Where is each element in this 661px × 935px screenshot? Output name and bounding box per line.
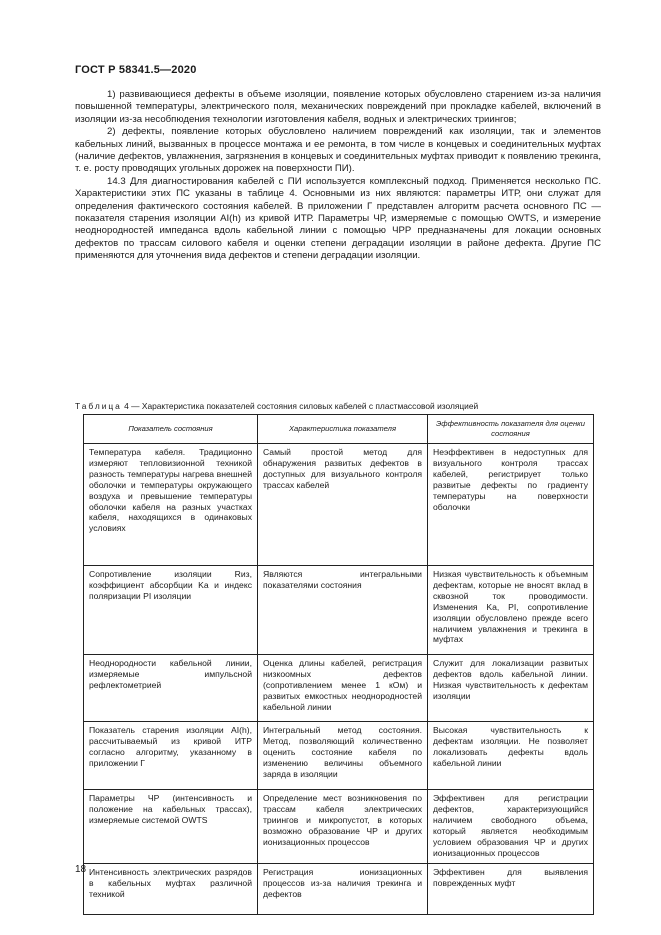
table-cell: Регистрация ионизационных процессов из-за наличия трекинга и дефектов bbox=[258, 864, 428, 915]
table-cell: Неоднородности кабельной линии, измеряемые импульсной рефлектометрией bbox=[84, 655, 258, 722]
table-caption-label: Таблица bbox=[75, 401, 122, 411]
column-header-characteristic: Характеристика показателя bbox=[258, 415, 428, 444]
table-cell: Температура кабеля. Традиционно измеряют тепловизионной техникой разность температуры нагрева внешней оболочки и температуры окружающего воздуха и превышение температуры оболочки кабеля на разных участках кабеля, находящихся в одинаковых условиях bbox=[84, 444, 258, 566]
paragraph-2: 2) дефекты, появление которых обусловлено наличием повреждений как изоляции, так и элементов кабельных линий, вызванных в процессе монтажа и ее ремонта, в том числе в концевых и соединительных муфтах (наличие дефектов, увлажнения, загрязнения в концевых и соединительных муфтах приводит к появлению трекинга, т. е. росту проводящих угольных дорожек на поверхности ПИ). bbox=[75, 126, 601, 175]
paragraph-3: 14.3 Для диагностирования кабелей с ПИ используется комплексный подход. Применяется несколько ПС. Характеристики этих ПС указаны в таблице 4. Основными из них являются: параметры ИТР, они служат для определения фактического состояния кабелей. В приложении Г представлен алгоритм расчета основного ПС — показателя старения изоляции АI(h) из кривой ИТР. Параметры ЧР, измеряемые с помощью OWTS, и измерение неоднородностей импеданса вдоль кабельной линии с помощью ЧРР предназначены для локации основных дефектов по трассам силового кабеля и оценки степени деградации изоляции в районе дефекта. Другие ПС применяются для уточнения вида дефектов и степени деградации изоляции. bbox=[75, 175, 601, 262]
page-number: 18 bbox=[75, 864, 87, 875]
table-cell: Неэффективен в недоступных для визуального контроля трассах кабелей, регистрирует только развитые дефекты по градиенту температуры на поверхности оболочки bbox=[428, 444, 594, 566]
table-cell: Являются интегральными показателями состояния bbox=[258, 566, 428, 655]
table-cell: Оценка длины кабелей, регистрация низкоомных дефектов (сопротивлением менее 1 кОм) и развитых емкостных неоднородностей кабельной линии bbox=[258, 655, 428, 722]
table-cell: Эффективен для выявления поврежденных муфт bbox=[428, 864, 594, 915]
table-cell: Высокая чувствительность к дефектам изоляции. Не позволяет локализовать дефекты вдоль кабельной линии bbox=[428, 722, 594, 790]
table-row bbox=[84, 444, 594, 566]
column-header-indicator: Показатель состояния bbox=[84, 415, 258, 444]
table-cell: Определение мест возникновения по трассам кабеля электрических триингов и микропустот, в которых возможно образование ЧР и других ионизационных процессов bbox=[258, 790, 428, 864]
table-cell: Параметры ЧР (интенсивность и положение на кабельных трассах), измеряемые системой OWTS bbox=[84, 790, 258, 864]
table-cell: Служит для локализации развитых дефектов вдоль кабельной линии. Низкая чувствительность к дефектам изоляции bbox=[428, 655, 594, 722]
table-cell: Низкая чувствительность к объемным дефектам, которые не вносят вклад в сквозной ток проводимости. Изменения Ka, PI, сопротивление изоляции обусловлено прежде всего наличием увлажнения и трекинга в муфтах bbox=[428, 566, 594, 655]
table-cell: Самый простой метод для обнаружения развитых дефектов в доступных для визуального контроля трассах кабелей bbox=[258, 444, 428, 566]
table-cell: Интегральный метод состояния. Метод, позволяющий количественно оценить состояние кабеля по изменению величины объемного заряда в изоляции bbox=[258, 722, 428, 790]
table-row bbox=[84, 722, 594, 790]
table-header-row bbox=[84, 415, 594, 444]
column-header-effectiveness: Эффективность показателя для оценки состояния bbox=[428, 415, 594, 444]
paragraph-1: 1) развивающиеся дефекты в объеме изоляции, появление которых обусловлено старением из-за наличия повышенной температуры, электрического поля, механических повреждений при прокладке кабелей, включений в изоляции из-за несобпюдения технологии изготовления кабеля, водных и электрических триингов; bbox=[75, 89, 601, 125]
table-row bbox=[84, 864, 594, 915]
table-caption bbox=[75, 401, 615, 412]
body-text bbox=[75, 89, 601, 263]
table-row bbox=[84, 566, 594, 655]
table-cell: Сопротивление изоляции Rиз, коэффициент абсорбции Ka и индекс поляризации PI изоляции bbox=[84, 566, 258, 655]
table-cell: Интенсивность электрических разрядов в кабельных муфтах различной техникой bbox=[84, 864, 258, 915]
indicators-table bbox=[83, 414, 594, 915]
table-cell: Эффективен для регистрации дефектов, характеризующийся наличием свободного объема, который является необходимым условием образования ЧР и других ионизационных процессов bbox=[428, 790, 594, 864]
table-row bbox=[84, 655, 594, 722]
table-caption-text: 4 — Характеристика показателей состояния силовых кабелей с пластмассовой изоляцией bbox=[124, 401, 479, 411]
document-header: ГОСТ Р 58341.5—2020 bbox=[75, 64, 197, 76]
table-row bbox=[84, 790, 594, 864]
table-cell: Показатель старения изоляции АI(h), рассчитываемый из кривой ИТР согласно алгоритму, указанному в приложении Г bbox=[84, 722, 258, 790]
